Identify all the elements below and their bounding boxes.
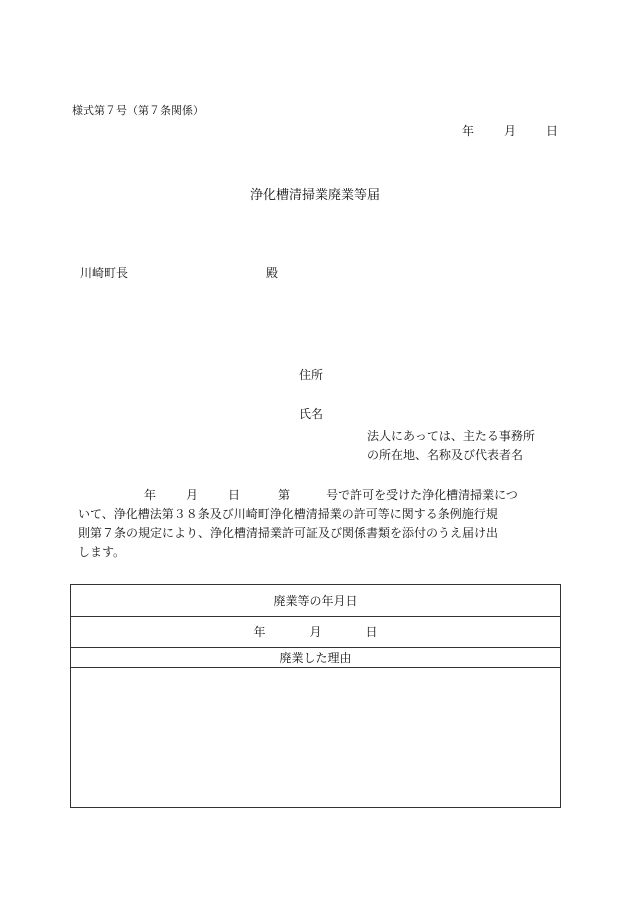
closure-day: 日	[365, 625, 378, 639]
submission-date	[462, 122, 558, 139]
corporation-note-line2: の所在地、名称及び代表者名	[367, 448, 524, 462]
addressee-name: 川崎町長	[80, 266, 129, 280]
date-day: 日	[546, 124, 559, 138]
body-day: 日	[228, 488, 241, 502]
closure-date-header: 廃業等の年月日	[71, 585, 560, 617]
body-year: 年	[144, 488, 157, 502]
date-month: 月	[504, 124, 517, 138]
body-paragraph	[78, 486, 558, 562]
body-number-prefix: 第	[278, 488, 291, 502]
closure-reason-field[interactable]	[71, 668, 560, 808]
closure-year: 年	[253, 625, 266, 639]
body-month: 月	[186, 488, 199, 502]
closure-date-field[interactable]	[71, 617, 560, 648]
addressee-honorific: 殿	[266, 266, 279, 280]
closure-reason-header: 廃業した理由	[71, 648, 560, 668]
body-line-1-rest: 号で許可を受けた浄化槽清掃業につ	[326, 488, 518, 502]
body-line-1	[78, 486, 558, 505]
body-line-2: いて、浄化槽法第３８条及び川崎町浄化槽清掃業の許可等に関する条例施行規	[78, 507, 498, 521]
closure-month: 月	[309, 625, 322, 639]
document-title: 浄化槽清掃業廃業等届	[249, 188, 380, 203]
address-label: 住所	[299, 368, 324, 382]
body-line-3: 則第７条の規定により、浄化槽清掃業許可証及び関係書類を添付のうえ届け出	[78, 526, 499, 540]
name-label: 氏名	[299, 407, 324, 421]
closure-form-table	[70, 584, 561, 808]
form-number: 様式第７号（第７条関係）	[72, 104, 204, 117]
date-year: 年	[462, 124, 475, 138]
corporation-note	[367, 427, 535, 465]
body-line-4: します。	[78, 545, 126, 559]
corporation-note-line1: 法人にあっては、主たる事務所	[367, 429, 535, 443]
